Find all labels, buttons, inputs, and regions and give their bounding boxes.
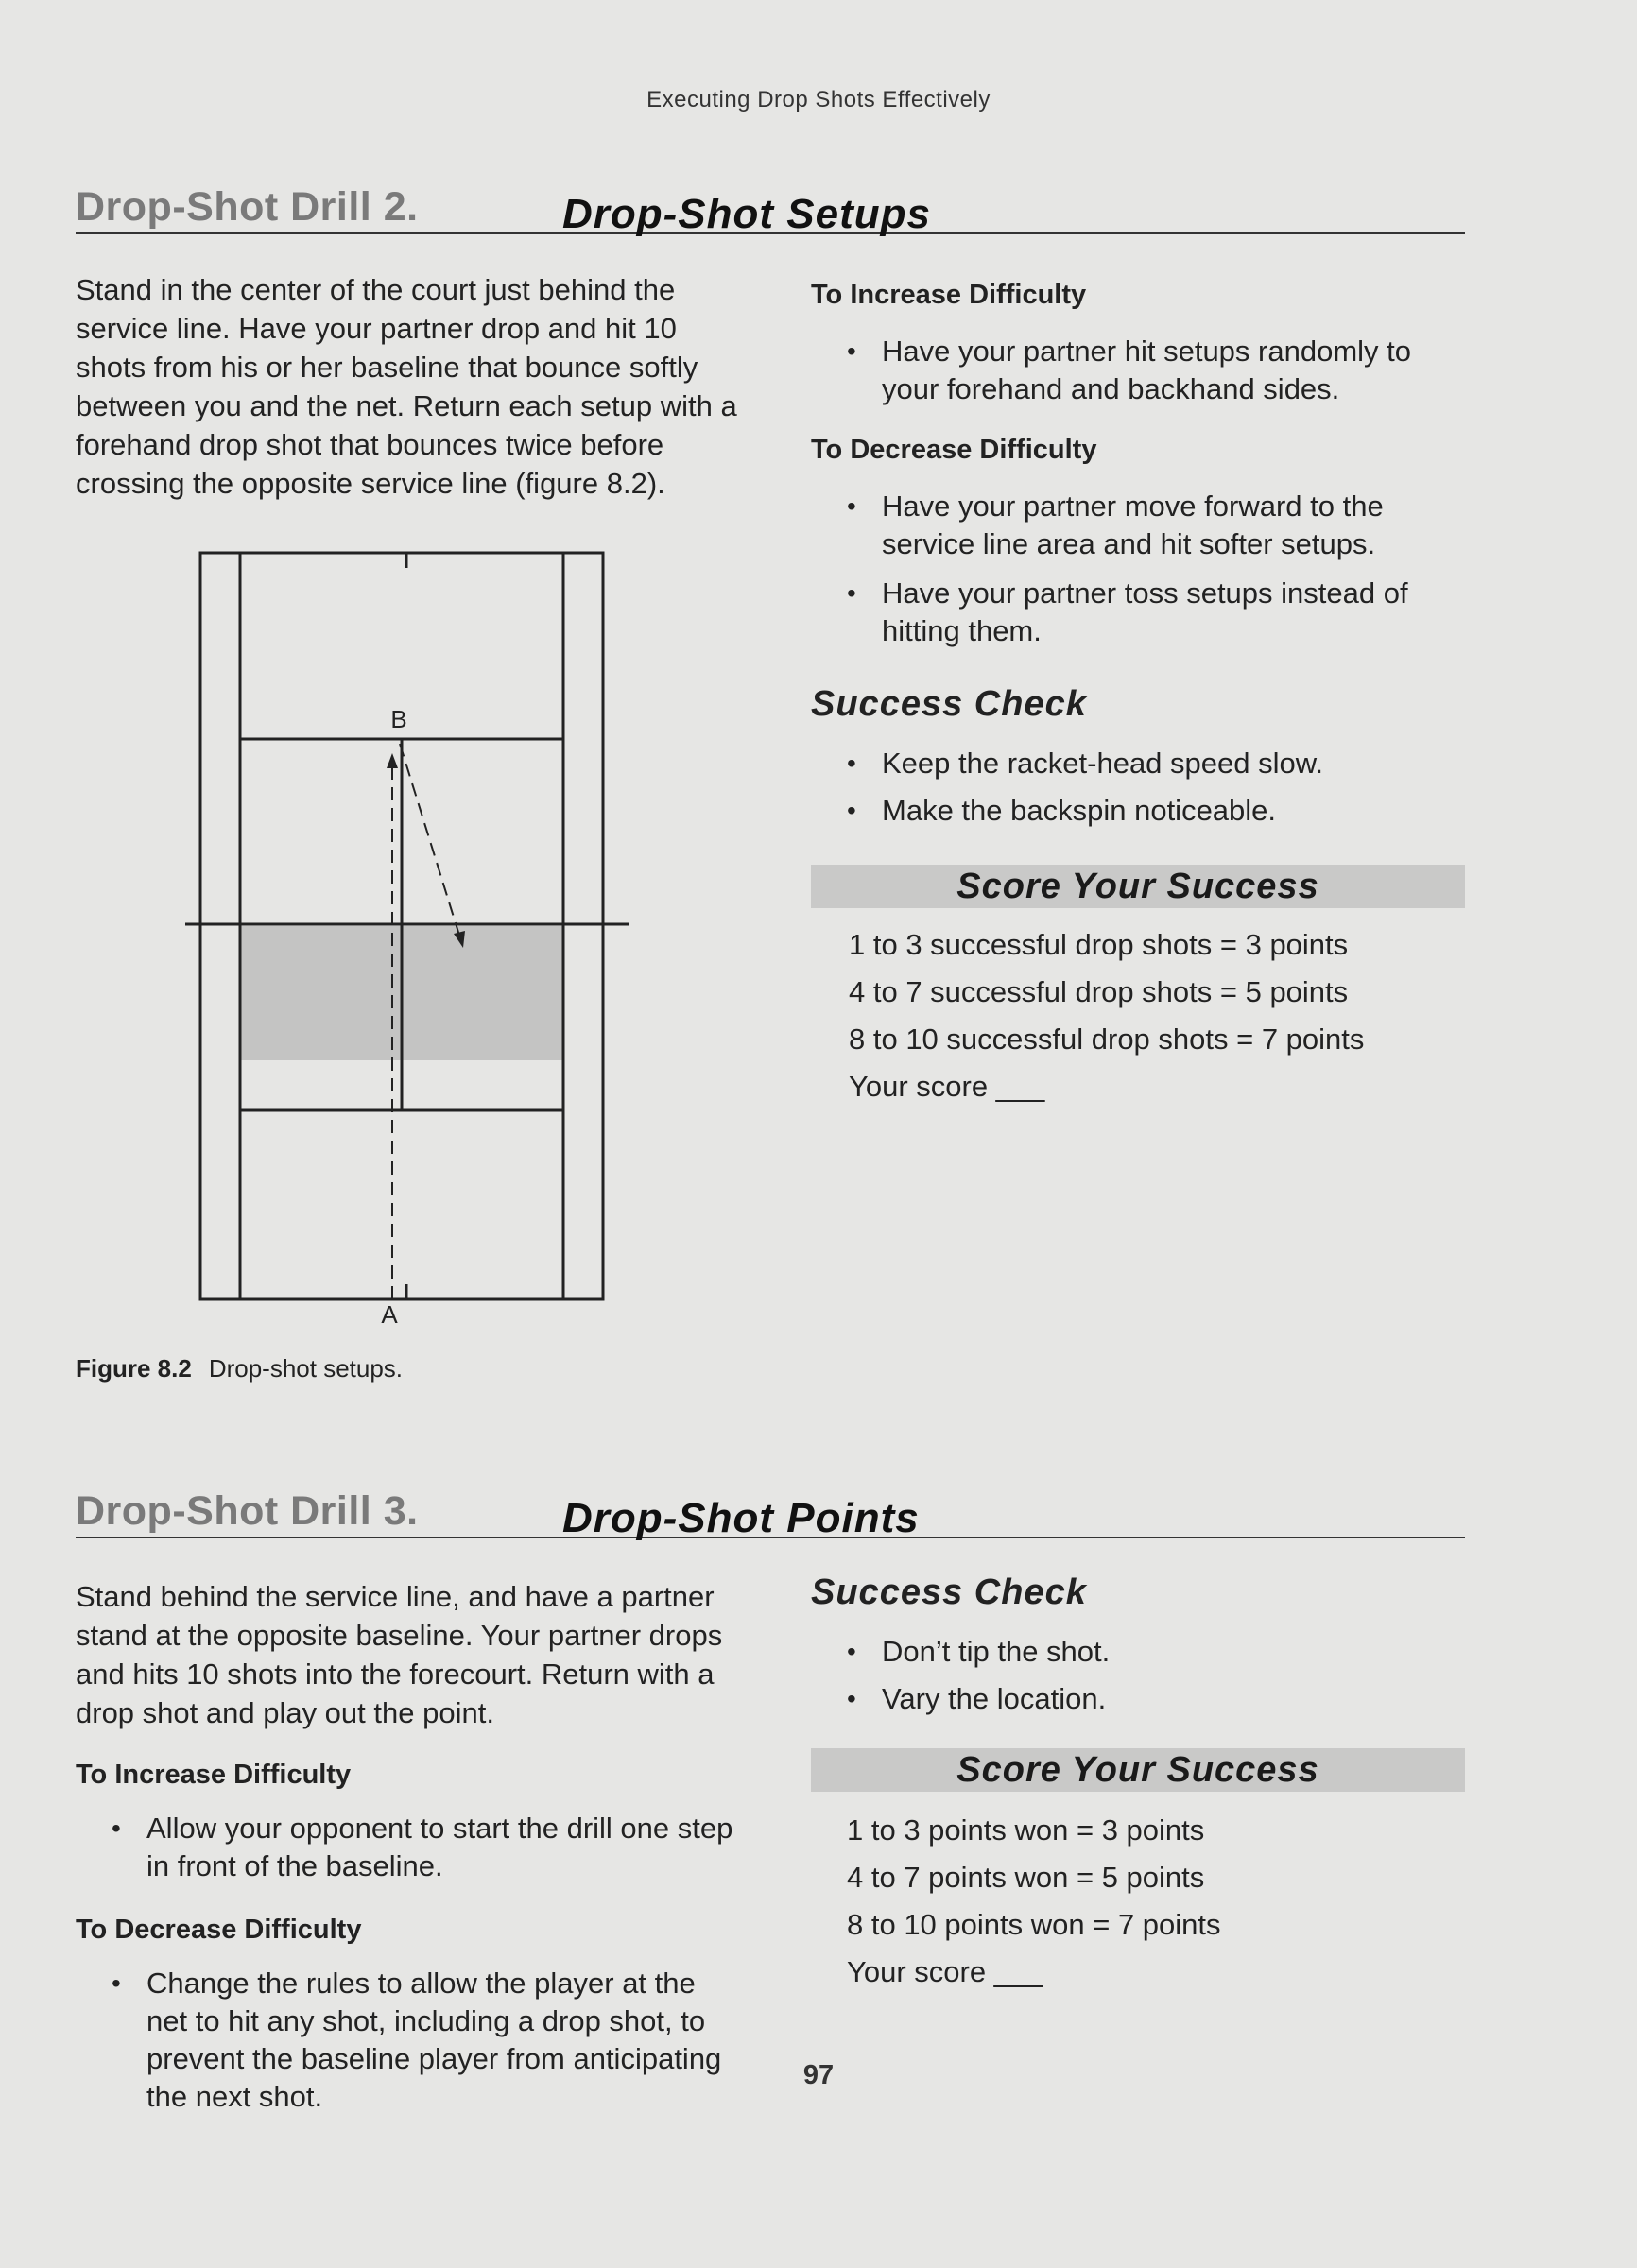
drill-3-decrease-list [76, 1965, 742, 2127]
drill-3-number: Drop-Shot Drill 3. [76, 1488, 419, 1534]
figure-caption-text: Drop-shot setups. [208, 1354, 404, 1383]
list-item: • Allow your opponent to start the drill one step in front of the baseline. [76, 1810, 742, 1885]
list-item: • Don’t tip the shot. [811, 1633, 1465, 1671]
drill-3-paragraph: Stand behind the service line, and have a partner stand at the opposite baseline. Your partner drops and hits 10 shots into the forecourt. Return with a drop shot and play out the point. [76, 1580, 723, 1729]
drill-3-check-list [811, 1633, 1465, 1729]
drill-2-heading [76, 184, 1465, 237]
position-label-a: A [381, 1300, 398, 1329]
drill-3-title: Drop-Shot Points [562, 1495, 920, 1541]
drill-2-increase-list [811, 333, 1465, 420]
score-line: 1 to 3 successful drop shots = 3 points [849, 928, 1349, 961]
drop-shot-path [400, 744, 460, 938]
drill-2-success-check-head: Success Check [811, 684, 1087, 724]
drill-2-increase-head: To Increase Difficulty [811, 280, 1087, 310]
drill-2-score-bar [811, 865, 1465, 908]
list-item: • Have your partner hit setups randomly to your forehand and backhand sides. [811, 333, 1465, 408]
running-head: Executing Drop Shots Effectively [646, 87, 991, 112]
list-item: • Keep the racket-head speed slow. [811, 745, 1465, 782]
page-number: 97 [802, 2060, 835, 2090]
figure-caption [76, 1354, 403, 1383]
drill-3-score-lines [847, 1807, 1452, 1996]
court-diagram [180, 543, 643, 1332]
score-line: Your score ___ [849, 1070, 1045, 1103]
score-line: 1 to 3 points won = 3 points [847, 1813, 1205, 1847]
drill-3-score-head: Score Your Success [956, 1750, 1319, 1790]
drill-2-score-head: Score Your Success [956, 867, 1319, 906]
drill-3-success-check-head: Success Check [811, 1572, 1087, 1612]
list-item: • Have your partner toss setups instead of hitting them. [811, 575, 1465, 650]
arrowhead-up [387, 753, 398, 768]
list-item: • Have your partner move forward to the service line area and hit softer setups. [811, 488, 1465, 563]
score-line: Your score ___ [847, 1955, 1043, 1988]
drill-2-decrease-head: To Decrease Difficulty [811, 435, 1097, 465]
drill-2-decrease-list [811, 488, 1465, 662]
drill-3-score-bar [811, 1748, 1465, 1792]
position-label-b: B [390, 705, 407, 733]
drill-3-heading [76, 1488, 1465, 1541]
drill-2-title: Drop-Shot Setups [562, 191, 931, 237]
score-line: 8 to 10 points won = 7 points [847, 1908, 1221, 1941]
drill-3-decrease-head: To Decrease Difficulty [76, 1915, 362, 1945]
drill-2-check-list [811, 745, 1465, 841]
drill-2-number: Drop-Shot Drill 2. [76, 184, 419, 230]
list-item: • Make the backspin noticeable. [811, 792, 1465, 830]
drill-3-increase-head: To Increase Difficulty [76, 1760, 352, 1790]
score-line: 4 to 7 points won = 5 points [847, 1861, 1205, 1894]
score-line: 8 to 10 successful drop shots = 7 points [849, 1022, 1365, 1056]
list-item: • Vary the location. [811, 1680, 1465, 1718]
score-line: 4 to 7 successful drop shots = 5 points [849, 975, 1349, 1008]
figure-number: Figure 8.2 [76, 1354, 192, 1383]
list-item: • Change the rules to allow the player at the net to hit any shot, including a drop shot, to prevent the baseline player from anticipating the next shot. [76, 1965, 742, 2116]
drill-2-score-lines [849, 921, 1454, 1110]
drill-3-increase-list [76, 1810, 742, 1897]
drill-2-paragraph: Stand in the center of the court just behind the service line. Have your partner drop and hit 10 shots from his or her baseline that bounce softly between you and the net. Return each setup with a forehand drop shot that bounces twice before crossing the opposite service line (figure 8.2). [76, 273, 737, 500]
